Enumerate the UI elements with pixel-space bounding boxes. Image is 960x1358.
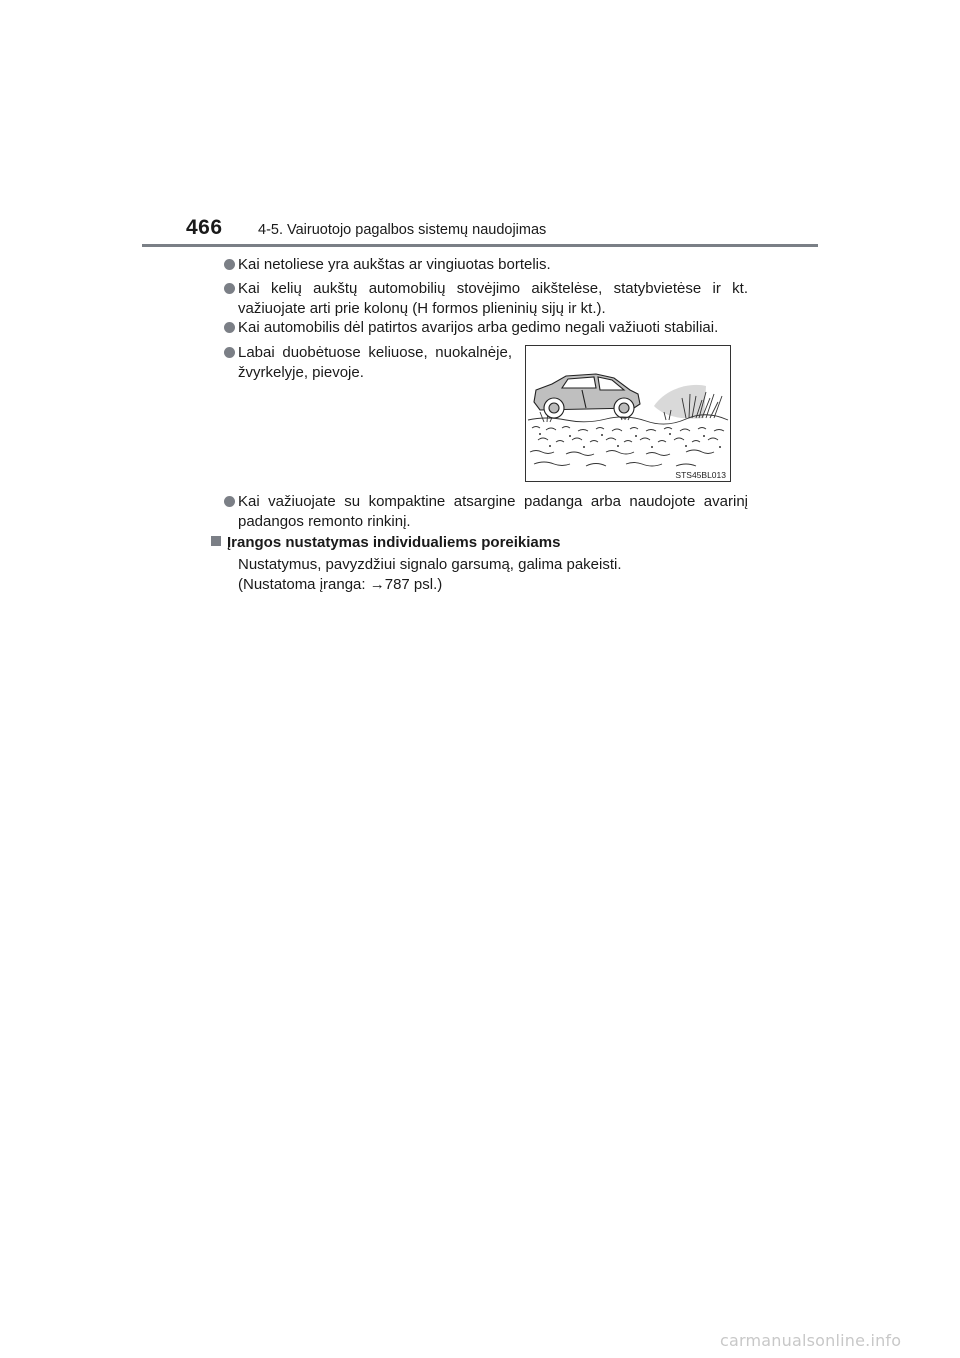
bullet-dot-icon [224, 259, 235, 270]
subsection-text: Nustatymus, pavyzdžiui signalo garsumą, galima pakeisti. [238, 556, 622, 573]
page-reference: (Nustatoma įranga: →787 psl.) [238, 576, 443, 593]
bullet-dot-icon [224, 347, 235, 358]
subsection-title: Įrangos nustatymas individualiems poreikiams [227, 534, 561, 551]
header-divider [142, 244, 818, 247]
page-number: 466 [186, 216, 223, 239]
bullet-text: Labai duobėtuose keliuose, nuokalnėje, žvyrkelyje, pievoje. [238, 344, 512, 381]
bullet-item [224, 279, 748, 319]
bullet-text: Kai važiuojate su kompaktine atsargine padanga arba naudojote avarinį padangos remonto rinkinį. [238, 493, 748, 530]
figure-code: STS45BL013 [675, 470, 726, 480]
watermark-site: carmanualsonline.info [720, 1331, 902, 1350]
bullet-text: Kai automobilis dėl patirtos avarijos arba gedimo negali važiuoti stabiliai. [238, 319, 719, 336]
bullet-item [224, 492, 748, 532]
bullet-dot-icon [224, 496, 235, 507]
bullet-dot-icon [224, 322, 235, 333]
bullet-text: Kai netoliese yra aukštas ar vingiuotas bortelis. [238, 256, 551, 273]
bullet-text: Kai kelių aukštų automobilių stovėjimo aikštelėse, statybvietėse ir kt. važiuojate arti prie kolonų (H formos plieninių sijų ir kt.). [238, 280, 748, 317]
bullet-item [224, 343, 512, 383]
bullet-item [224, 318, 764, 338]
bullet-item [224, 255, 764, 275]
section-title: 4-5. Vairuotojo pagalbos sistemų naudojimas [258, 222, 547, 238]
rough-terrain-figure [525, 345, 731, 482]
bullet-dot-icon [224, 283, 235, 294]
square-bullet-icon [211, 536, 221, 546]
subsection-heading [211, 533, 560, 553]
car-on-rough-terrain-icon [526, 346, 730, 481]
